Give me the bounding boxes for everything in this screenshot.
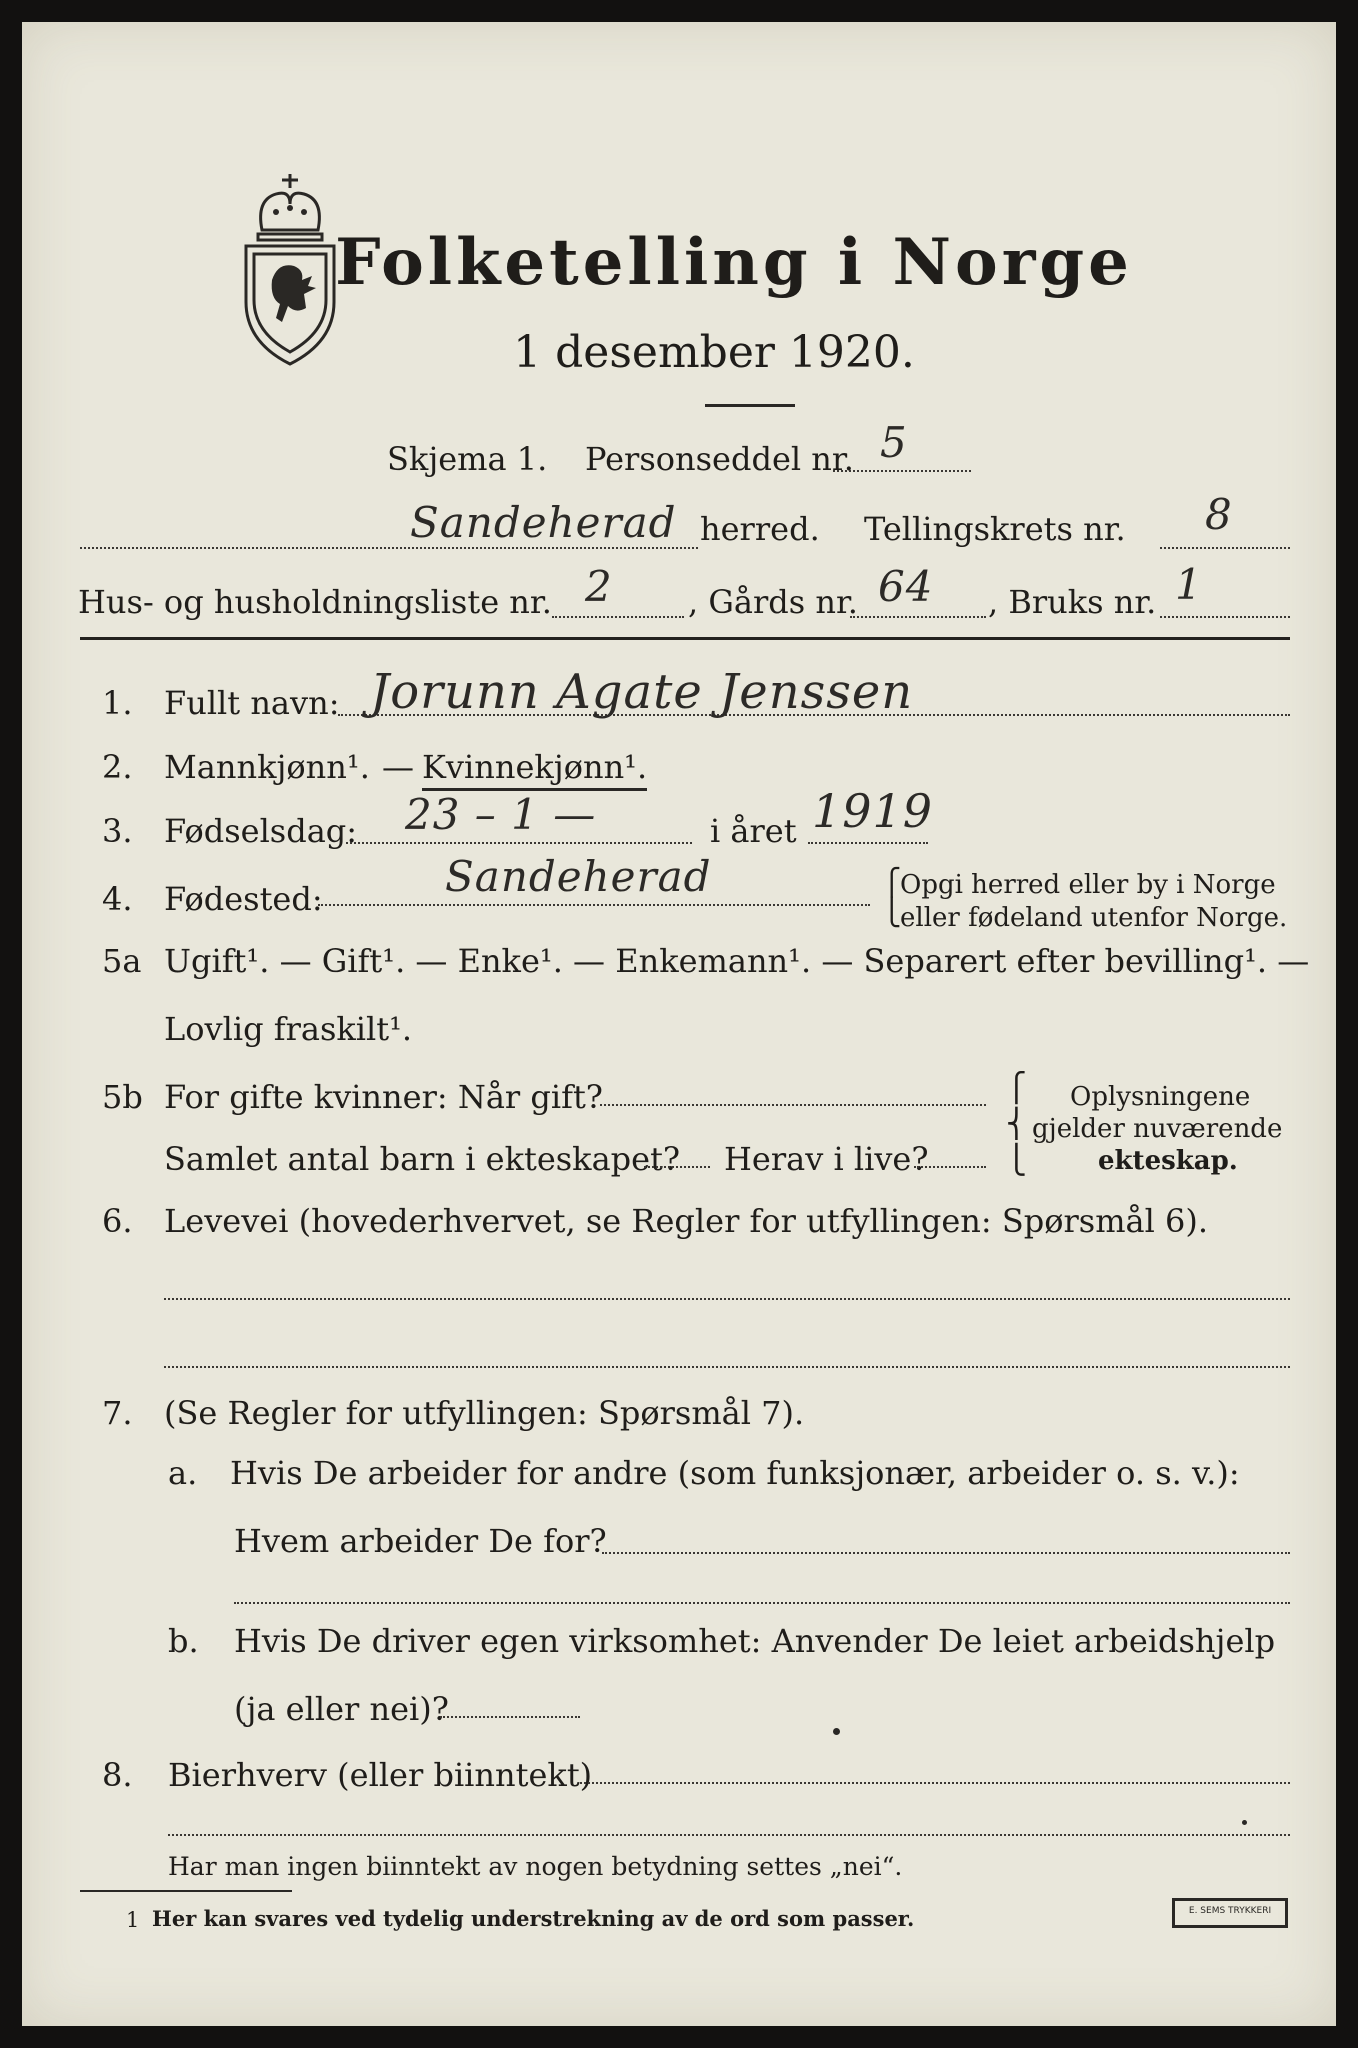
gards-value[interactable]: 64 xyxy=(878,562,934,611)
gender-male-option[interactable]: Mannkjønn¹. xyxy=(164,748,370,786)
herred-label: herred. xyxy=(700,510,820,548)
q8-line-2[interactable] xyxy=(168,1834,1290,1836)
bruks-value[interactable]: 1 xyxy=(1175,560,1203,609)
q7-label: (Se Regler for utfyllingen: Spørsmål 7). xyxy=(164,1394,805,1432)
q7a-number: a. xyxy=(168,1454,198,1492)
q5b-brace: ⎧ ⎨ ⎩ xyxy=(1006,1071,1027,1176)
q7a-employer-line[interactable] xyxy=(602,1552,1290,1554)
q4-number: 4. xyxy=(102,880,133,918)
gender-female-option[interactable]: Kvinnekjønn¹. xyxy=(422,748,647,791)
q8-number: 8. xyxy=(102,1756,133,1794)
tellingskrets-line xyxy=(1160,547,1290,549)
footnote-text: Her kan svares ved tydelig understrekning av de ord som passer. xyxy=(152,1906,915,1931)
q5b-children-label: Samlet antal barn i ekteskapet? xyxy=(164,1140,681,1178)
q5b-children-line xyxy=(644,1166,710,1168)
q5b-married-line xyxy=(600,1104,986,1106)
personseddel-line xyxy=(833,470,971,472)
gards-label: , Gårds nr. xyxy=(688,583,858,621)
no-income-note: Har man ingen biinntekt av nogen betydning settes „nei“. xyxy=(168,1852,903,1881)
q3-year-line xyxy=(808,842,928,844)
gards-line xyxy=(850,616,986,618)
gender-separator: — xyxy=(382,748,414,786)
q5b-alive-line xyxy=(914,1166,986,1168)
herred-value[interactable]: Sandeherad xyxy=(410,498,677,547)
herred-line xyxy=(80,547,698,549)
q7b-label: Hvis De driver egen virksomhet: Anvender De leiet arbeidshjelp xyxy=(234,1622,1276,1660)
q7b-yes-no-line[interactable] xyxy=(440,1716,580,1718)
ink-mark xyxy=(833,1728,840,1735)
q5b-note-line1: Oplysningene xyxy=(1070,1082,1251,1112)
q8-line[interactable] xyxy=(580,1782,1290,1784)
footnote-rule xyxy=(80,1890,292,1892)
q7-number: 7. xyxy=(102,1394,133,1432)
husholdning-line xyxy=(552,616,684,618)
q3-line xyxy=(346,842,692,844)
marital-status-divorced[interactable]: Lovlig fraskilt¹. xyxy=(164,1010,413,1048)
bruks-line xyxy=(1160,616,1290,618)
q6-number: 6. xyxy=(102,1202,133,1240)
q4-note-line1: Opgi herred eller by i Norge xyxy=(900,870,1276,900)
q5b-number: 5b xyxy=(102,1078,143,1116)
personseddel-label: Personseddel nr. xyxy=(585,440,854,478)
q4-note-line2: eller fødeland utenfor Norge. xyxy=(900,903,1288,933)
husholdning-label: Hus- og husholdningsliste nr. xyxy=(78,583,552,621)
q4-line xyxy=(318,904,870,906)
q1-label: Fullt navn: xyxy=(164,684,340,722)
birthplace-value[interactable]: Sandeherad xyxy=(445,852,712,901)
q7b-yes-no-label: (ja eller nei)? xyxy=(234,1690,449,1728)
q3-label: Fødselsdag: xyxy=(164,812,358,850)
husholdning-value[interactable]: 2 xyxy=(585,562,613,611)
q6-line-2[interactable] xyxy=(164,1366,1290,1368)
printer-stamp: E. SEMS TRYKKERI xyxy=(1172,1898,1288,1928)
q5a-number: 5a xyxy=(102,942,142,980)
form-date: 1 desember 1920. xyxy=(513,327,915,378)
q7a-employer-line-2[interactable] xyxy=(234,1602,1290,1604)
skjema-label: Skjema 1. xyxy=(387,440,548,478)
q2-number: 2. xyxy=(102,748,133,786)
bruks-label: , Bruks nr. xyxy=(988,583,1157,621)
q3-year-label: i året xyxy=(710,812,797,850)
q5b-married-label: For gifte kvinner: Når gift? xyxy=(164,1078,603,1116)
title-divider xyxy=(705,404,795,407)
header-rule xyxy=(80,637,1290,640)
form-title: Folketelling i Norge xyxy=(335,225,1133,300)
footnote-number: 1 xyxy=(126,1908,140,1932)
personseddel-value[interactable]: 5 xyxy=(880,418,908,467)
q5b-note-line2: gjelder nuværende xyxy=(1032,1114,1283,1144)
q4-label: Fødested: xyxy=(164,880,323,918)
tellingskrets-label: Tellingskrets nr. xyxy=(864,510,1126,548)
q6-label: Levevei (hovederhvervet, se Regler for utfyllingen: Spørsmål 6). xyxy=(164,1202,1209,1240)
q3-number: 3. xyxy=(102,812,133,850)
q6-line-1[interactable] xyxy=(164,1298,1290,1300)
marital-status-options[interactable]: Ugift¹. — Gift¹. — Enke¹. — Enkemann¹. — Separert efter bevilling¹. — xyxy=(164,942,1310,980)
q5b-note-line3: ekteskap. xyxy=(1098,1146,1238,1176)
tellingskrets-value[interactable]: 8 xyxy=(1205,490,1233,539)
full-name-value[interactable]: Jorunn Agate Jenssen xyxy=(370,664,914,720)
q7a-label: Hvis De arbeider for andre (som funksjonær, arbeider o. s. v.): xyxy=(230,1454,1240,1492)
q4-brace: ⎧ xyxy=(882,868,902,898)
q8-label: Bierhverv (eller biinntekt) xyxy=(168,1756,593,1794)
birthdate-value[interactable]: 23 – 1 — xyxy=(405,790,597,839)
q4-brace-lower: ⎩ xyxy=(882,898,902,928)
birth-year-value[interactable]: 1919 xyxy=(812,784,934,838)
q1-number: 1. xyxy=(102,684,133,722)
q5b-alive-label: Herav i live? xyxy=(724,1140,929,1178)
q7a-employer-label: Hvem arbeider De for? xyxy=(234,1522,607,1560)
q7b-number: b. xyxy=(168,1622,199,1660)
ink-mark-2 xyxy=(1242,1820,1247,1825)
